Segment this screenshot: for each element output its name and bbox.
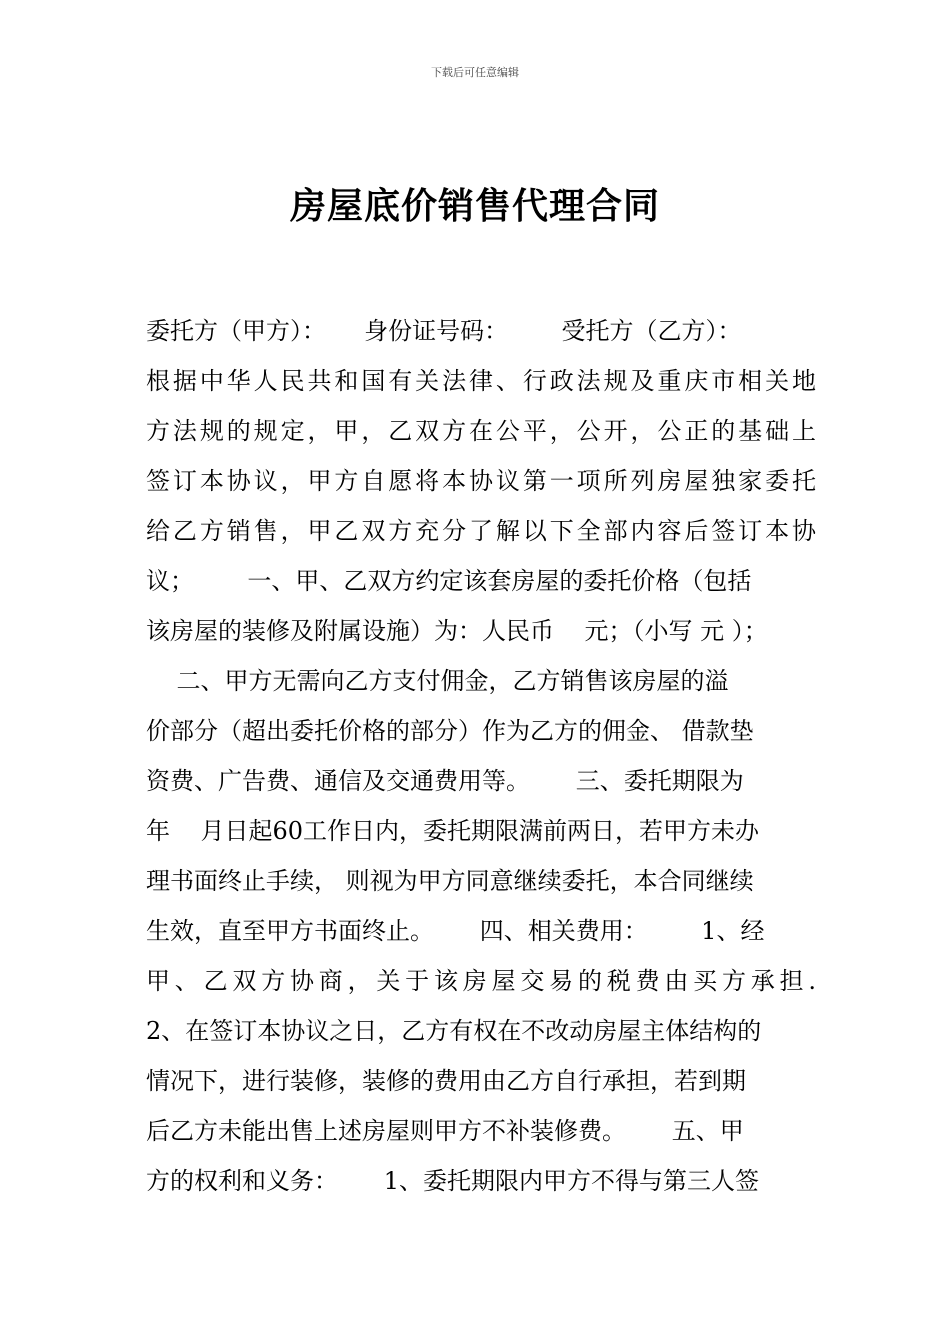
contract-body [146,306,816,1206]
body-line: 理书面终止手续， 则视为甲方同意继续委托，本合同继续 [146,867,754,895]
body-line: 二、甲方无需向乙方支付佣金，乙方销售该房屋的溢 [146,667,729,695]
body-line: 方法规的规定，甲，乙双方在公平，公开，公正的基础上 [146,417,816,445]
page-title: 房屋底价销售代理合同 [289,186,660,227]
body-line: 甲、乙双方协商，关于该房屋交易的税费由买方承担. [146,967,816,995]
body-line: 给乙方销售，甲乙双方充分了解以下全部内容后签订本协 [146,517,816,545]
body-line: 委托方（甲方）： 身份证号码： 受托方（乙方）： [146,317,742,345]
body-line: 后乙方未能出售上述房屋则甲方不补装修费。 五、甲 [146,1117,744,1145]
body-line: 根据中华人民共和国有关法律、行政法规及重庆市相关地 [146,367,816,395]
body-line: 2、在签订本协议之日，乙方有权在不改动房屋主体结构的 [146,1017,762,1045]
body-line: 签订本协议，甲方自愿将本协议第一项所列房屋独家委托 [146,467,816,495]
body-line: 年 月日起60工作日内，委托期限满前两日，若甲方未办 [146,817,760,845]
body-line: 方的权利和义务： 1、委托期限内甲方不得与第三人签 [146,1167,760,1195]
body-line: 议； 一、甲、乙双方约定该套房屋的委托价格（包括 [146,567,752,595]
body-line: 情况下，进行装修，装修的费用由乙方自行承担，若到期 [146,1067,746,1095]
body-line: 生效，直至甲方书面终止。 四、相关费用： 1、经 [146,917,765,945]
body-line: 该房屋的装修及附属设施）为：人民币 元；（小写 元 ）； [146,617,768,645]
body-line: 价部分（超出委托价格的部分）作为乙方的佣金、 借款垫 [146,717,754,745]
body-line: 资费、广告费、通信及交通费用等。 三、委托期限为 [146,767,744,795]
page-header-note: 下载后可任意编辑 [431,66,519,79]
